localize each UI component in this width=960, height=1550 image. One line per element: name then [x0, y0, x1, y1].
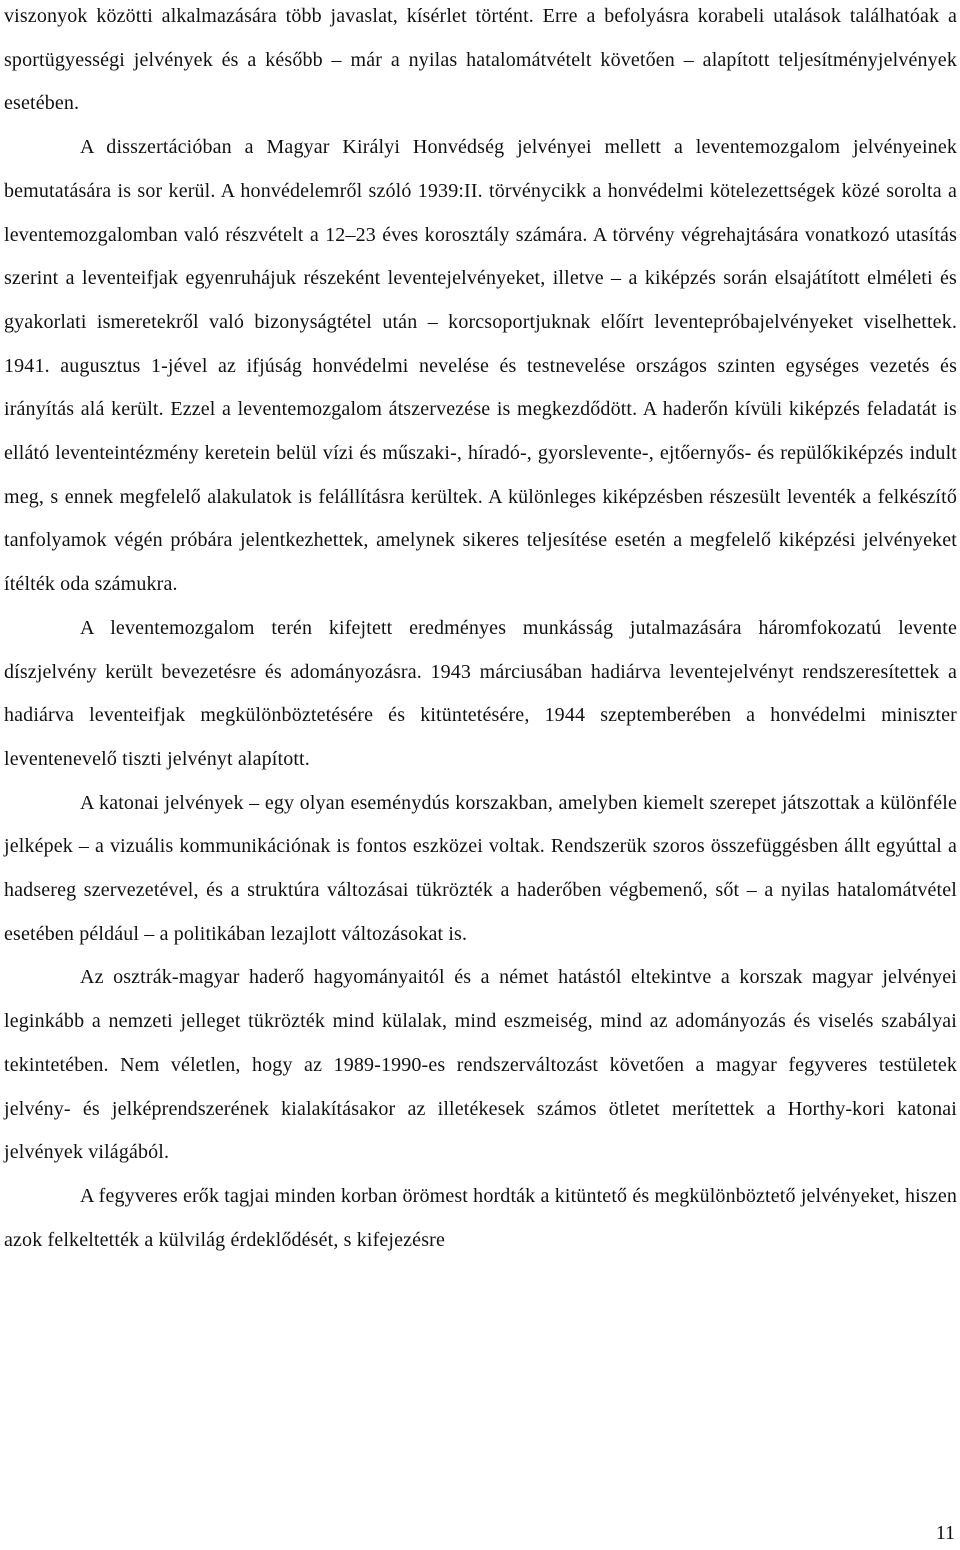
paragraph-6: A fegyveres erők tagjai minden korban örömest hordták a kitüntető és megkülönböztető jelvényeket, hiszen azok felkeltették a külvilág érdeklődését, s kifejezésre: [4, 1184, 957, 1251]
paragraph-1: viszonyok közötti alkalmazására több javaslat, kísérlet történt. Erre a befolyásra korabeli utalások találhatóak a sportügyességi jelvények és a később – már a nyilas hatalomátvételt követően – alapított teljesítményjelvények esetében.: [4, 5, 957, 115]
paragraph-4: A katonai jelvények – egy olyan eseménydús korszakban, amelyben kiemelt szerepet játszottak a különféle jelképek – a vizuális kommunikációnak is fontos eszközei voltak. Rendszerük szoros összefüggésben állt egyúttal a hadsereg szervezetével, és a struktúra változásai tükrözték a haderőben végbemenő, sőt – a nyilas hatalomátvétel esetében például – a politikában lezajlott változásokat is.: [4, 791, 957, 945]
paragraph-5: Az osztrák-magyar haderő hagyományaitól és a német hatástól eltekintve a korszak magyar jelvényei leginkább a nemzeti jelleget tükrözték mind külalak, mind eszmeiség, mind az adományozás és viselés szabályai tekintetében. Nem véletlen, hogy az 1989-1990-es rendszerváltozást követően a magyar fegyveres testületek jelvény- és jelképrendszerének kialakításakor az illetékesek számos ötletet merítettek a Horthy-kori katonai jelvények világából.: [4, 966, 957, 1164]
paragraph-3: A leventemozgalom terén kifejtett eredményes munkásság jutalmazására háromfokozatú levente díszjelvény került bevezetésre és adományozásra. 1943 márciusában hadiárva leventejelvényt rendszeresítettek a hadiárva leventeifjak megkülönböztetésére és kitüntetésére, 1944 szeptemberében a honvédelmi miniszter leventenevelő tiszti jelvényt alapított.: [4, 616, 957, 770]
paragraph-2: A disszertációban a Magyar Királyi Honvédség jelvényei mellett a leventemozgalom jelvényeinek bemutatására is sor kerül. A honvédelemről szóló 1939:II. törvénycikk a honvédelmi kötelezettségek közé sorolta a leventemozgalomban való részvételt a 12–23 éves korosztály számára. A törvény végrehajtására vonatkozó utasítás szerint a leventeifjak egyenruhájuk részeként leventejelvényeket, illetve – a kiképzés során elsajátított elméleti és gyakorlati ismeretekről való bizonyságtétel után – korcsoportjuknak előírt leventepróbajelvényeket viselhettek. 1941. augusztus 1-jével az ifjúság honvédelmi nevelése és testnevelése országos szinten egységes vezetés és irányítás alá került. Ezzel a leventemozgalom átszervezése is megkezdődött. A haderőn kívüli kiképzés feladatát is ellátó leventeintézmény keretein belül vízi és műszaki-, híradó-, gyorslevente-, ejtőernyős- és repülőkiképzés indult meg, s ennek megfelelő alakulatok is felállításra kerültek. A különleges kiképzésben részesült leventék a felkészítő tanfolyamok végén próbára jelentkezhettek, amelynek sikeres teljesítése esetén a megfelelő kiképzési jelvényeket ítélték oda számukra.: [4, 136, 957, 596]
page-number: 11: [935, 1522, 955, 1544]
document-page: [4, 0, 957, 1262]
